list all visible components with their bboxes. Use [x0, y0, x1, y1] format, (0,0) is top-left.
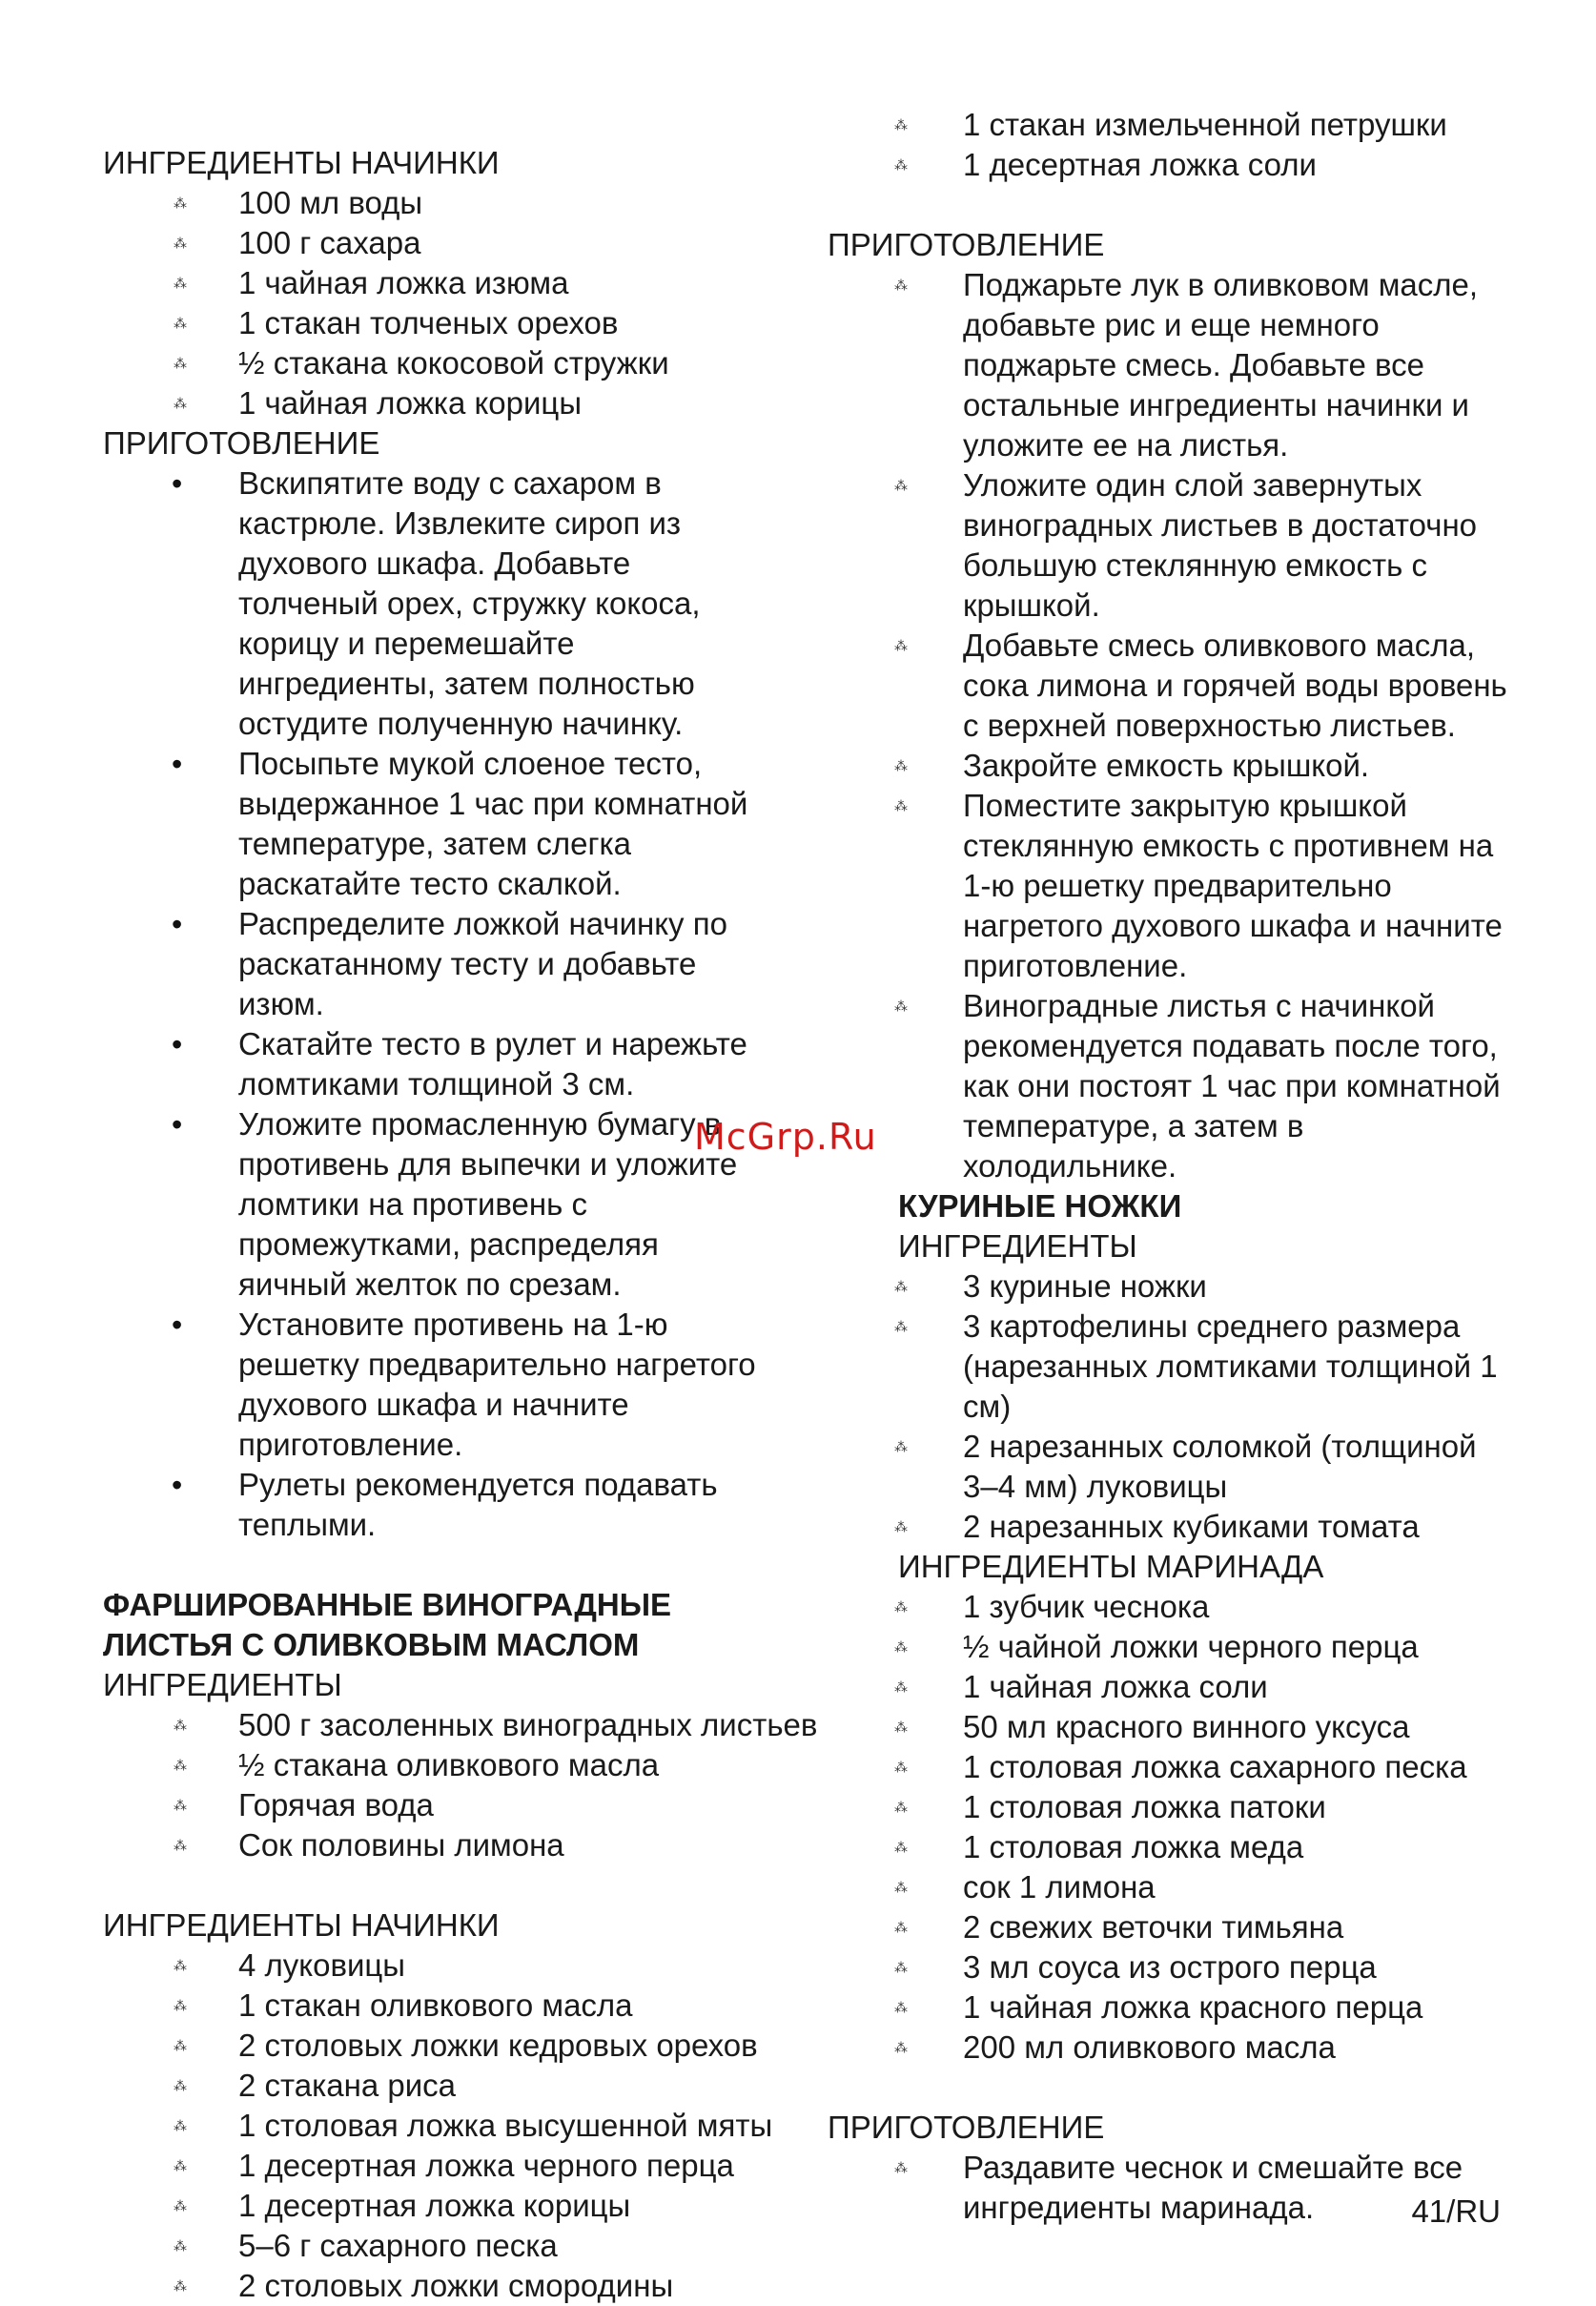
list-item: ⁂ 1 чайная ложка корицы — [103, 383, 828, 423]
bullet-icon: ⁂ — [174, 2198, 187, 2213]
bullet-icon: ⁂ — [894, 2160, 908, 2175]
list-item: ⁂ 1 стакан оливкового масла — [103, 1986, 828, 2026]
list-item: ⁂ Добавьте смесь оливкового масла, сока лимона и горячей воды вровень с верхней поверхностью листьев. — [894, 628, 1507, 743]
list-item: ⁂ 1 десертная ложка соли — [828, 145, 1514, 185]
list-item: ⁂ 2 стакана риса — [103, 2066, 828, 2106]
list-item: ⁂ 4 луковицы — [103, 1946, 828, 1986]
bullet-icon: ⁂ — [894, 1599, 908, 1615]
bullet-icon: • — [172, 907, 183, 941]
list-item: ⁂ Закройте емкость крышкой. — [828, 746, 1514, 786]
list-item: ⁂ Горячая вода — [103, 1785, 828, 1825]
preparation-heading: ПРИГОТОВЛЕНИЕ — [103, 425, 380, 461]
bullet-icon: ⁂ — [894, 1439, 908, 1454]
list-item: ⁂ 2 нарезанных соломкой (толщиной 3–4 мм) луковицы — [894, 1429, 1477, 1504]
bullet-icon: ⁂ — [894, 2000, 908, 2015]
bullet-icon: ⁂ — [894, 798, 908, 813]
marinade-list — [828, 1587, 1514, 2068]
recipe-title: ФАРШИРОВАННЫЕ ВИНОГРАДНЫЕ ЛИСТЬЯ С ОЛИВКОВЫМ МАСЛОМ — [103, 1587, 672, 1662]
watermark: McGrp.Ru — [694, 1116, 877, 1158]
bullet-icon: ⁂ — [174, 356, 187, 371]
bullet-icon: ⁂ — [174, 1718, 187, 1733]
preparation-heading: ПРИГОТОВЛЕНИЕ — [828, 227, 1105, 262]
list-item: ⁂ Поджарьте лук в оливковом масле, добавьте рис и еще немного поджарьте смесь. Добавьте все остальные ингредиенты начинки и уложите ее на листья. — [894, 267, 1479, 463]
list-item: ⁂ 100 мл воды — [103, 183, 828, 223]
bullet-icon: ⁂ — [894, 278, 908, 293]
list-item: ⁂ 1 десертная ложка черного перца — [103, 2146, 828, 2186]
filling-ingredients-heading: ИНГРЕДИЕНТЫ НАЧИНКИ — [103, 1907, 500, 1943]
list-item: ⁂ 100 г сахара — [103, 223, 828, 263]
bullet-icon: • — [172, 466, 183, 501]
bullet-icon: ⁂ — [894, 999, 908, 1014]
marinade-heading: ИНГРЕДИЕНТЫ МАРИНАДА — [898, 1549, 1324, 1584]
list-item: • Уложите промасленную бумагу в противень для выпечки и уложите ломтики на противень с промежутками, распределяя яичный желток по срезам. — [172, 1106, 738, 1302]
list-item: ⁂ 2 нарезанных кубиками томата — [828, 1507, 1514, 1547]
list-item: ⁂ 1 столовая ложка сахарного песка — [828, 1747, 1514, 1787]
filling-ingredients-heading: ИНГРЕДИЕНТЫ НАЧИНКИ — [103, 145, 500, 180]
list-item: ⁂ 1 чайная ложка красного перца — [828, 1987, 1514, 2028]
bullet-icon: ⁂ — [174, 396, 187, 411]
bullet-icon: • — [172, 1107, 183, 1142]
list-item: • Распределите ложкой начинку по раскатанному тесту и добавьте изюм. — [172, 906, 727, 1021]
bullet-icon: ⁂ — [894, 758, 908, 773]
bullet-icon: ⁂ — [894, 1319, 908, 1334]
list-item: ⁂ 1 десертная ложка корицы — [103, 2186, 828, 2226]
bullet-icon: ⁂ — [894, 2040, 908, 2055]
bullet-icon: ⁂ — [894, 1960, 908, 1975]
list-item: ⁂ 1 зубчик чеснока — [828, 1587, 1514, 1627]
bullet-icon: ⁂ — [174, 2158, 187, 2173]
bullet-icon: ⁂ — [174, 2118, 187, 2133]
recipe-title: КУРИНЫЕ НОЖКИ — [898, 1188, 1182, 1224]
bullet-icon: ⁂ — [174, 1798, 187, 1813]
ingredients-list — [103, 1705, 828, 1865]
list-item: ⁂ Раздавите чеснок и смешайте все ингредиенты маринада. — [894, 2150, 1463, 2225]
list-item: • Посыпьте мукой слоеное тесто, выдержанное 1 час при комнатной температуре, затем слегка раскатайте тесто скалкой. — [172, 746, 748, 901]
list-item: ⁂ 1 стакан измельченной петрушки — [828, 105, 1514, 145]
preparation-steps — [828, 265, 1514, 1186]
filling-ingredients-list — [103, 1946, 828, 2306]
bullet-icon: ⁂ — [174, 236, 187, 251]
filling-ingredients-list — [103, 183, 828, 423]
bullet-icon: ⁂ — [894, 117, 908, 133]
bullet-icon: • — [172, 747, 183, 781]
list-item: ⁂ 50 мл красного винного уксуса — [828, 1707, 1514, 1747]
bullet-icon: ⁂ — [894, 478, 908, 493]
list-item: ⁂ 3 картофелины среднего размера (нарезанных ломтиками толщиной 1 см) — [894, 1308, 1498, 1424]
bullet-icon: ⁂ — [894, 1760, 908, 1775]
bullet-icon: ⁂ — [894, 1639, 908, 1655]
list-item: ⁂ 500 г засоленных виноградных листьев — [103, 1705, 828, 1745]
list-item: ⁂ 200 мл оливкового масла — [828, 2028, 1514, 2068]
list-item: ⁂ ½ чайной ложки черного перца — [828, 1627, 1514, 1667]
bullet-icon: ⁂ — [174, 1758, 187, 1773]
list-item: ⁂ 2 столовых ложки кедровых орехов — [103, 2026, 828, 2066]
bullet-icon: ⁂ — [894, 157, 908, 173]
bullet-icon: ⁂ — [894, 1279, 908, 1294]
bullet-icon: ⁂ — [894, 1800, 908, 1815]
list-item: ⁂ 1 чайная ложка изюма — [103, 263, 828, 303]
bullet-icon: ⁂ — [894, 1920, 908, 1935]
bullet-icon: ⁂ — [174, 316, 187, 331]
list-item: • Рулеты рекомендуется подавать теплыми. — [172, 1467, 718, 1542]
list-item: ⁂ ½ стакана кокосовой стружки — [103, 343, 828, 383]
page-number: 41/RU — [1411, 2193, 1501, 2229]
bullet-icon: ⁂ — [174, 1838, 187, 1853]
bullet-icon: ⁂ — [174, 1998, 187, 2013]
list-item: ⁂ 1 столовая ложка меда — [828, 1827, 1514, 1867]
list-item: ⁂ Уложите один слой завернутых виноградных листьев в достаточно большую стеклянную емкость с крышкой. — [894, 467, 1478, 623]
preparation-heading: ПРИГОТОВЛЕНИЕ — [828, 2110, 1105, 2145]
ingredients-heading: ИНГРЕДИЕНТЫ — [103, 1667, 342, 1702]
ingredients-list — [828, 1266, 1514, 1547]
list-item: ⁂ 3 мл соуса из острого перца — [828, 1947, 1514, 1987]
bullet-icon: ⁂ — [174, 1958, 187, 1973]
bullet-icon: ⁂ — [174, 276, 187, 291]
bullet-icon: ⁂ — [174, 2238, 187, 2254]
bullet-icon: ⁂ — [894, 1719, 908, 1735]
bullet-icon: ⁂ — [174, 2038, 187, 2053]
bullet-icon: • — [172, 1307, 183, 1342]
list-item: ⁂ Виноградные листья с начинкой рекомендуется подавать после того, как они постоят 1 час при комнатной температуре, а затем в холодильнике. — [894, 988, 1501, 1184]
list-item: ⁂ 2 столовых ложки смородины — [103, 2266, 828, 2306]
list-item: • Вскипятите воду с сахаром в кастрюле. Извлеките сироп из духового шкафа. Добавьте толченый орех, стружку кокоса, корицу и перемешайте ингредиенты, затем полностью остудите полученную начинку. — [172, 465, 701, 741]
list-item: ⁂ 5–6 г сахарного песка — [103, 2226, 828, 2266]
bullet-icon: ⁂ — [174, 2078, 187, 2093]
list-item: ⁂ Поместите закрытую крышкой стеклянную емкость с противнем на 1-ю решетку предварительно нагретого духового шкафа и начните приготовление. — [894, 788, 1503, 983]
list-item: ⁂ Сок половины лимона — [103, 1825, 828, 1865]
bullet-icon: ⁂ — [894, 1519, 908, 1534]
list-item: ⁂ 1 стакан толченых орехов — [103, 303, 828, 343]
list-item: ⁂ 1 столовая ложка патоки — [828, 1787, 1514, 1827]
list-item: ⁂ 3 куриные ножки — [828, 1266, 1514, 1307]
bullet-icon: • — [172, 1027, 183, 1061]
list-item: ⁂ 1 чайная ложка соли — [828, 1667, 1514, 1707]
bullet-icon: ⁂ — [174, 2278, 187, 2294]
list-item: ⁂ сок 1 лимона — [828, 1867, 1514, 1907]
list-item: • Скатайте тесто в рулет и нарежьте ломтиками толщиной 3 см. — [172, 1026, 747, 1102]
list-item: ⁂ 1 столовая ложка высушенной мяты — [103, 2106, 828, 2146]
bullet-icon: ⁂ — [894, 1880, 908, 1895]
bullet-icon: ⁂ — [894, 1679, 908, 1695]
list-item: ⁂ 2 свежих веточки тимьяна — [828, 1907, 1514, 1947]
list-item: • Установите противень на 1-ю решетку предварительно нагретого духового шкафа и начните приготовление. — [172, 1307, 756, 1462]
left-column — [103, 143, 828, 2306]
preparation-steps — [103, 463, 761, 1545]
bullet-icon: • — [172, 1468, 183, 1502]
bullet-icon: ⁂ — [894, 638, 908, 653]
filling-ingredients-list-continued — [828, 105, 1514, 185]
right-column — [828, 105, 1514, 2228]
list-item: ⁂ ½ стакана оливкового масла — [103, 1745, 828, 1785]
bullet-icon: ⁂ — [174, 196, 187, 211]
bullet-icon: ⁂ — [894, 1840, 908, 1855]
ingredients-heading: ИНГРЕДИЕНТЫ — [898, 1228, 1137, 1264]
